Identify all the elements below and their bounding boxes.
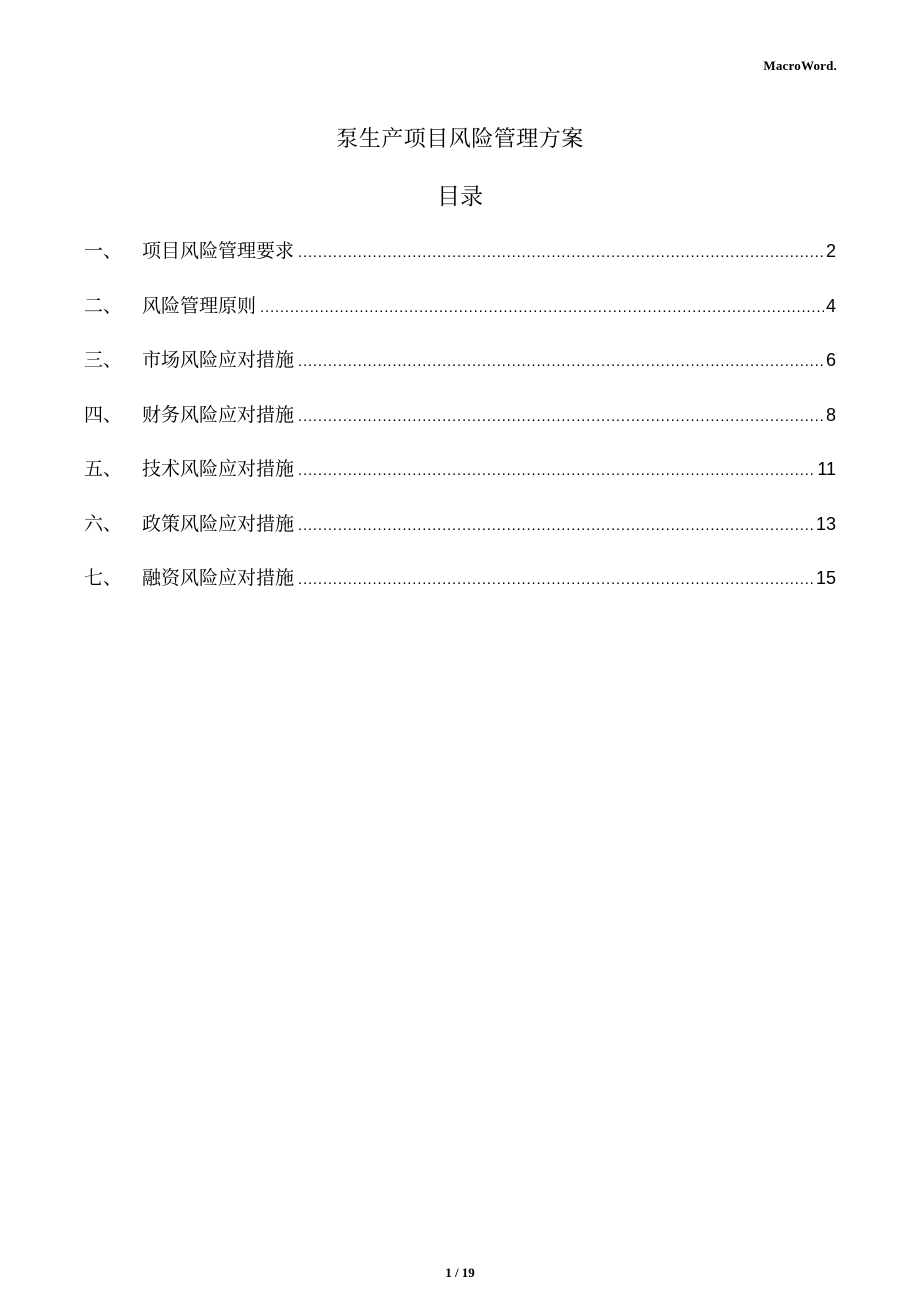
toc-entry-5[interactable] — [84, 454, 836, 509]
toc-entry-2[interactable] — [84, 291, 836, 346]
header-brand: MacroWord. — [763, 58, 837, 73]
toc-dot-leader — [298, 402, 824, 432]
toc-entry-title: 技术风险应对措施 — [142, 458, 295, 480]
toc-entry-number: 三、 — [84, 349, 123, 371]
toc-entry-7[interactable] — [84, 563, 836, 618]
toc-entry-title: 市场风险应对措施 — [142, 349, 295, 371]
toc-dot-leader — [298, 565, 814, 595]
toc-entry-number: 五、 — [84, 458, 123, 480]
toc-heading: 目录 — [437, 184, 483, 210]
toc-entry-title: 项目风险管理要求 — [142, 240, 295, 262]
toc-entry-page: 8 — [825, 404, 836, 425]
toc-entry-number: 七、 — [84, 567, 123, 589]
document-title: 泵生产项目风险管理方案 — [336, 127, 584, 152]
page-number-footer: 1 / 19 — [445, 1265, 475, 1280]
toc-entry-title: 融资风险应对措施 — [142, 567, 295, 589]
table-of-contents — [84, 236, 836, 618]
toc-entry-title: 财务风险应对措施 — [142, 403, 295, 426]
toc-entry-page: 4 — [825, 295, 836, 316]
toc-entry-number: 一、 — [84, 240, 123, 262]
toc-entry-6[interactable] — [84, 509, 836, 564]
toc-entry-1[interactable] — [84, 236, 836, 291]
toc-entry-title: 政策风险应对措施 — [142, 512, 295, 535]
toc-entry-number: 四、 — [84, 403, 123, 426]
toc-dot-leader — [298, 238, 824, 268]
toc-entry-title: 风险管理原则 — [142, 294, 257, 317]
toc-dot-leader — [298, 347, 824, 377]
toc-dot-leader — [298, 511, 814, 541]
toc-entry-3[interactable] — [84, 345, 836, 400]
toc-entry-number: 二、 — [84, 294, 123, 317]
toc-entry-page: 15 — [815, 568, 836, 588]
toc-entry-page: 2 — [825, 241, 836, 261]
toc-dot-leader — [260, 293, 824, 323]
toc-entry-page: 13 — [815, 513, 836, 534]
toc-entry-4[interactable] — [84, 400, 836, 455]
toc-entry-number: 六、 — [84, 512, 123, 535]
toc-entry-page: 11 — [817, 459, 836, 479]
toc-dot-leader — [298, 456, 815, 486]
toc-entry-page: 6 — [825, 350, 836, 370]
